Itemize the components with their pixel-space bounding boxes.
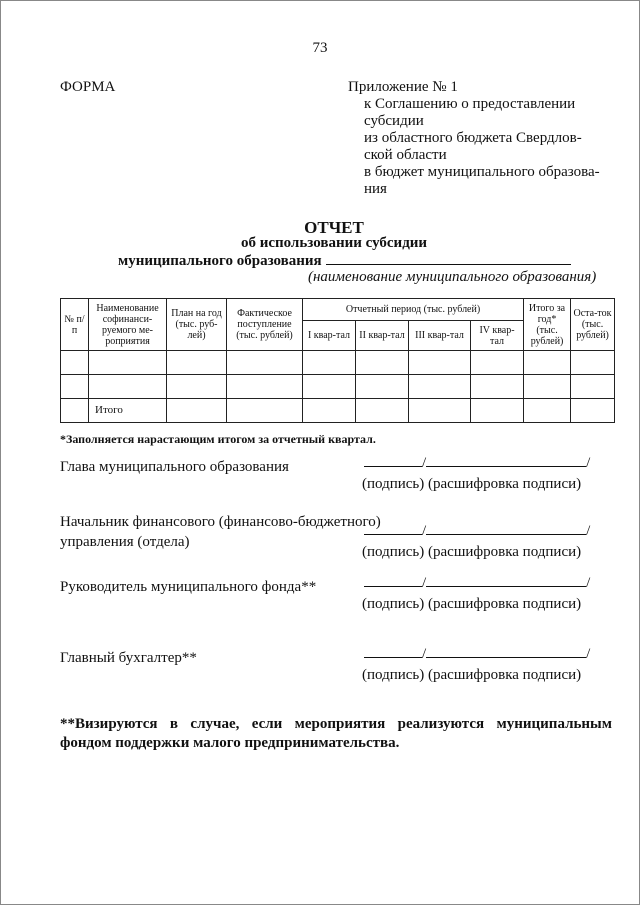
form-label: ФОРМА	[60, 79, 116, 95]
col-header-num: № п/п	[61, 299, 89, 351]
signature-lines-fund: / /	[364, 574, 590, 592]
municipality-label: муниципального образования	[118, 253, 322, 269]
appendix-line: субсидии	[364, 113, 424, 129]
appendix-line: ской области	[364, 147, 447, 163]
table-cell[interactable]	[89, 351, 167, 375]
signature-decode-field[interactable]	[426, 454, 586, 467]
table-cell[interactable]	[409, 375, 471, 399]
table-cell[interactable]	[471, 351, 524, 375]
page-number: 73	[312, 40, 328, 56]
table-cell[interactable]	[409, 351, 471, 375]
appendix-line: к Соглашению о предоставлении	[364, 96, 576, 112]
table-cell[interactable]	[61, 351, 89, 375]
municipality-line	[118, 252, 571, 270]
signature-lines-head: / /	[364, 454, 590, 472]
appendix-line: из областного бюджета Свердлов-	[364, 130, 582, 146]
signature-hint: (подпись) (расшифровка подписи)	[362, 596, 582, 612]
col-header-total-year: Итого за год* (тыс. рублей)	[524, 299, 571, 351]
table-cell[interactable]	[227, 351, 303, 375]
report-title: ОТЧЕТ	[304, 218, 364, 237]
appendix-line: ния	[364, 181, 387, 197]
report-table	[60, 298, 615, 423]
table-cell[interactable]	[524, 399, 571, 423]
table-cell[interactable]	[356, 351, 409, 375]
table-cell[interactable]	[227, 375, 303, 399]
table-cell[interactable]	[409, 399, 471, 423]
appendix-block	[348, 79, 600, 198]
signature-label-fund	[60, 577, 316, 597]
signature-field[interactable]	[364, 454, 422, 467]
footnote: **Визируются в случае, если мероприятия реализуются муниципальным фондом поддержки малого предпринимательства.	[60, 716, 612, 751]
municipality-hint: (наименование муниципального образования)	[308, 269, 597, 285]
signature-label-line: Начальник финансового (финансово-бюджетного)	[60, 514, 381, 530]
table-cell[interactable]	[61, 399, 89, 423]
signature-label-line: Руководитель муниципального фонда**	[60, 579, 317, 595]
table-cell[interactable]	[303, 351, 356, 375]
col-header-q4: IV квар-тал	[471, 321, 524, 351]
signature-label-line: Глава муниципального образования	[60, 459, 289, 475]
signature-field[interactable]	[364, 574, 422, 587]
signature-label-accountant	[60, 648, 197, 668]
signature-lines-accountant: / /	[364, 645, 590, 663]
signature-hint: (подпись) (расшифровка подписи)	[362, 667, 582, 683]
table-total-row	[61, 399, 615, 423]
signature-label-line: управления (отдела)	[60, 534, 190, 550]
signature-decode-field[interactable]	[426, 522, 586, 535]
table-cell[interactable]	[167, 375, 227, 399]
signature-lines-finance: / /	[364, 522, 590, 540]
signature-field[interactable]	[364, 522, 422, 535]
total-label: Итого	[89, 399, 167, 423]
appendix-title: Приложение № 1	[348, 79, 458, 95]
col-header-q3: III квар-тал	[409, 321, 471, 351]
table-cell[interactable]	[471, 399, 524, 423]
table-cell[interactable]	[356, 375, 409, 399]
table-cell[interactable]	[167, 351, 227, 375]
table-cell[interactable]	[61, 375, 89, 399]
col-header-period: Отчетный период (тыс. рублей)	[303, 299, 524, 321]
table-cell[interactable]	[167, 399, 227, 423]
col-header-name: Наименование софинанси-руемого ме-роприятия	[89, 299, 167, 351]
signature-decode-field[interactable]	[426, 574, 586, 587]
table-cell[interactable]	[524, 375, 571, 399]
table-cell[interactable]	[303, 399, 356, 423]
signature-hint: (подпись) (расшифровка подписи)	[362, 544, 582, 560]
col-header-plan: План на год (тыс. руб-лей)	[167, 299, 227, 351]
signature-field[interactable]	[364, 645, 422, 658]
report-subtitle: об использовании субсидии	[240, 235, 428, 251]
municipality-input[interactable]	[326, 252, 571, 265]
table-row	[61, 351, 615, 375]
col-header-fact: Фактическое поступление (тыс. рублей)	[227, 299, 303, 351]
table-cell[interactable]	[571, 375, 615, 399]
table-row	[61, 375, 615, 399]
appendix-line: в бюджет муниципального образова-	[364, 164, 600, 180]
signature-label-finance	[60, 512, 381, 552]
col-header-q2: II квар-тал	[356, 321, 409, 351]
signature-decode-field[interactable]	[426, 645, 586, 658]
signature-hint: (подпись) (расшифровка подписи)	[362, 476, 582, 492]
signature-label-head	[60, 457, 289, 477]
table-cell[interactable]	[571, 351, 615, 375]
table-cell[interactable]	[471, 375, 524, 399]
col-header-q1: I квар-тал	[303, 321, 356, 351]
table-cell[interactable]	[303, 375, 356, 399]
table-cell[interactable]	[227, 399, 303, 423]
table-cell[interactable]	[89, 375, 167, 399]
table-cell[interactable]	[524, 351, 571, 375]
table-cell[interactable]	[356, 399, 409, 423]
col-header-remainder: Оста-ток (тыс. рублей)	[571, 299, 615, 351]
table-cell[interactable]	[571, 399, 615, 423]
signature-label-line: Главный бухгалтер**	[60, 650, 197, 666]
table-note: *Заполняется нарастающим итогом за отчетный квартал.	[60, 432, 376, 446]
